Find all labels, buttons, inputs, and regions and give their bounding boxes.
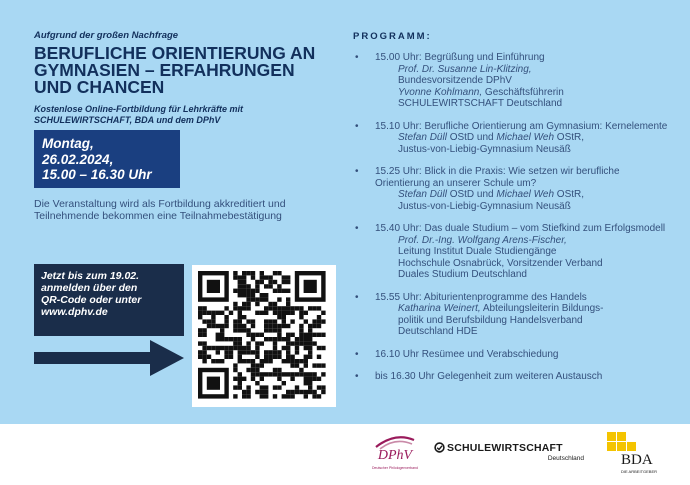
program-speaker-line bbox=[375, 315, 675, 327]
program-speaker-line bbox=[375, 189, 675, 201]
qr-code[interactable] bbox=[192, 265, 336, 407]
dphv-logo-subtext: Deutscher Philologenverband bbox=[372, 466, 418, 470]
program-speaker-line bbox=[375, 64, 675, 76]
program-speaker-line bbox=[375, 326, 675, 338]
bullet-icon: • bbox=[355, 223, 359, 234]
program-speaker-line bbox=[375, 201, 675, 213]
program-item bbox=[353, 52, 675, 110]
page-title: BERUFLICHE ORIENTIERUNG AN GYMNASIEN – ERFAHRUNGEN UND CHANCEN bbox=[34, 43, 316, 97]
bullet-icon: • bbox=[355, 348, 359, 360]
bda-logo-subtext: DIE ARBEITGEBER bbox=[621, 469, 658, 474]
program-item-title: 15.10 Uhr: Berufliche Orientierung am Gymnasium: Kernelemente bbox=[375, 120, 668, 132]
speaker-role: Justus-von-Liebig-Gymnasium Neusäß bbox=[398, 200, 571, 212]
program-speaker-line bbox=[375, 98, 675, 110]
accreditation-note: Die Veranstaltung wird als Fortbildung akkreditiert und Teilnehmende bekommen eine Teilnahmebestätigung bbox=[34, 198, 286, 222]
speaker-role: OStR, bbox=[554, 132, 585, 143]
qr-code-icon bbox=[198, 271, 330, 401]
date-time: 15.00 – 16.30 Uhr bbox=[42, 167, 152, 182]
speaker-role: Justus-von-Liebig-Gymnasium Neusäß bbox=[398, 143, 571, 155]
bullet-icon: • bbox=[355, 291, 359, 303]
schulewirtschaft-logo bbox=[434, 441, 584, 471]
program-item-title: 15.55 Uhr: Abiturientenprogramme des Handels bbox=[375, 291, 587, 303]
speaker-role: OStR, bbox=[554, 189, 585, 200]
bullet-icon: • bbox=[355, 371, 359, 382]
cta-line: Jetzt bis zum 19.02. bbox=[41, 270, 140, 282]
program-item bbox=[353, 349, 675, 361]
program-item bbox=[353, 371, 675, 383]
program-heading: PROGRAMM: bbox=[353, 31, 432, 42]
program-item-title: 16.10 Uhr Resümee und Verabschiedung bbox=[375, 348, 559, 360]
bda-logo-text: BDA bbox=[621, 452, 653, 468]
program-speaker-line bbox=[375, 246, 675, 258]
bda-squares-icon bbox=[607, 432, 637, 454]
speaker-name: Michael Weh bbox=[496, 132, 555, 143]
cta-line: anmelden über den bbox=[41, 282, 138, 294]
speaker-role: Leitung Institut Duale Studiengänge bbox=[398, 246, 557, 257]
speaker-name: Stefan Düll bbox=[398, 189, 447, 200]
speaker-name: Michael Weh bbox=[496, 189, 555, 200]
speaker-role: OStD und bbox=[446, 132, 497, 143]
schulewirtschaft-logo-subtext: Deutschland bbox=[547, 455, 584, 462]
program-item-title: 15.25 Uhr: Blick in die Praxis: Wie setzen wir berufliche Orientierung an unserer Schule um? bbox=[375, 166, 620, 189]
schulewirtschaft-mark-icon bbox=[434, 442, 445, 453]
logo-bar bbox=[0, 424, 690, 485]
dphv-logo bbox=[372, 434, 418, 476]
program-item bbox=[353, 121, 675, 156]
program-speaker-line bbox=[375, 144, 675, 156]
speaker-role: Geschäftsführerin bbox=[482, 86, 564, 98]
speaker-role: Duales Studium Deutschland bbox=[398, 269, 527, 280]
speaker-name: Prof. Dr. Susanne Lin-Klitzing, bbox=[398, 63, 532, 75]
date-day: Montag, bbox=[42, 136, 94, 151]
speaker-role: Hochschule Osnabrück, Vorsitzender Verband bbox=[398, 257, 603, 269]
program-speaker-line bbox=[375, 87, 675, 99]
speaker-name: Yvonne Kohlmann, bbox=[398, 86, 483, 98]
speaker-role: OStD und bbox=[446, 189, 497, 200]
speaker-name: Prof. Dr.-Ing. Wolfgang Arens-Fischer, bbox=[398, 234, 567, 246]
date-box bbox=[34, 130, 180, 188]
program-speaker-line bbox=[375, 258, 675, 270]
program-speaker-line bbox=[375, 269, 675, 281]
speaker-role: Bundesvorsitzende DPhV bbox=[398, 75, 512, 86]
bullet-icon: • bbox=[355, 52, 359, 63]
registration-cta-box bbox=[34, 264, 184, 336]
date-value: 26.02.2024, bbox=[42, 151, 114, 167]
kicker-text: Aufgrund der großen Nachfrage bbox=[34, 30, 179, 41]
program-list bbox=[353, 52, 675, 394]
speaker-name: Stefan Düll bbox=[398, 132, 447, 143]
program-item bbox=[353, 292, 675, 338]
bda-logo bbox=[607, 432, 659, 480]
program-speaker-line bbox=[375, 75, 675, 87]
arrow-right-icon bbox=[34, 340, 184, 376]
program-item-title: bis 16.30 Uhr Gelegenheit zum weiteren Austausch bbox=[375, 371, 603, 382]
program-speaker-line bbox=[375, 303, 675, 315]
cta-link[interactable]: www.dphv.de bbox=[41, 306, 108, 318]
program-speaker-line bbox=[375, 132, 675, 144]
speaker-role: politik und Berufsbildung Handelsverband bbox=[398, 314, 583, 326]
bullet-icon: • bbox=[355, 120, 359, 132]
speaker-name: Katharina Weinert, bbox=[398, 303, 481, 314]
dphv-logo-text: DPhV bbox=[377, 448, 413, 463]
program-item bbox=[353, 166, 675, 212]
program-item bbox=[353, 223, 675, 281]
schulewirtschaft-logo-text: SCHULEWIRTSCHAFT bbox=[447, 442, 563, 454]
event-subtitle: Kostenlose Online-Fortbildung für Lehrkräfte mit SCHULEWIRTSCHAFT, BDA und dem DPhV bbox=[34, 104, 244, 125]
cta-line: QR-Code oder unter bbox=[41, 294, 142, 306]
speaker-role: SCHULEWIRTSCHAFT Deutschland bbox=[398, 98, 563, 109]
program-speaker-line bbox=[375, 235, 675, 247]
bullet-icon: • bbox=[355, 166, 359, 177]
program-item-title: 15.00 Uhr: Begrüßung und Einführung bbox=[375, 52, 545, 63]
program-item-title: 15.40 Uhr: Das duale Studium – vom Stiefkind zum Erfolgsmodell bbox=[375, 223, 666, 234]
speaker-role: Deutschland HDE bbox=[398, 326, 478, 337]
speaker-role: Abteilungsleiterin Bildungs- bbox=[480, 303, 604, 314]
